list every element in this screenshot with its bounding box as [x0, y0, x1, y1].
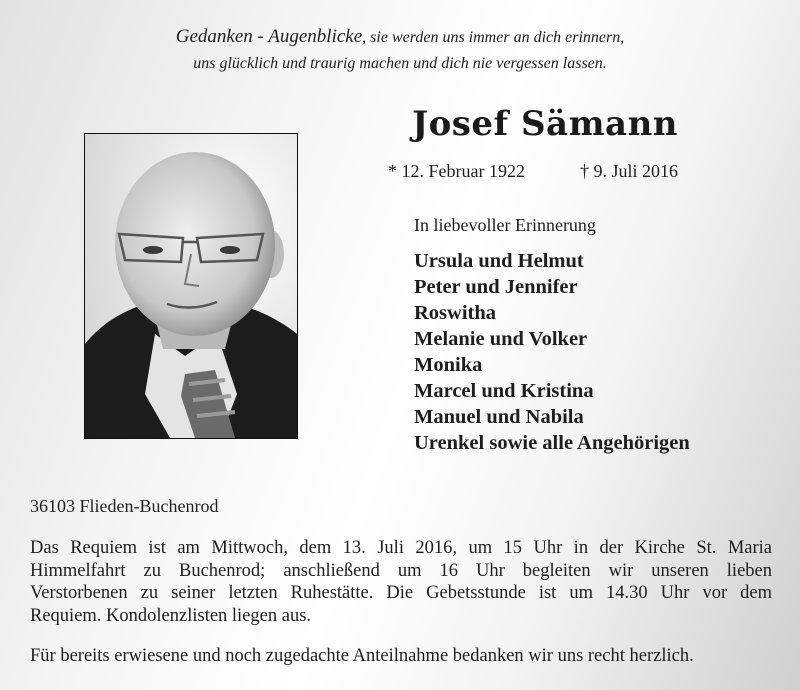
service-paragraph [30, 537, 772, 627]
portrait-image [85, 134, 297, 438]
motto-line-1 [0, 24, 800, 51]
mourner-item: Ursula und Helmut [414, 250, 584, 272]
portrait-photo [84, 133, 298, 439]
mourners-list [414, 248, 690, 456]
mourner-item: Urenkel sowie alle Angehörigen [414, 432, 690, 454]
death-date: † 9. Juli 2016 [580, 161, 679, 181]
service-line: Requiem. Kondolenzlisten liegen aus. [30, 605, 312, 626]
motto-line-2: uns glücklich und traurig machen und dich nie vergessen lassen. [193, 55, 607, 72]
service-line: Verstorbenen zu seiner letzten Ruhestätte. Die Gebetsstunde ist um 14.30 Uhr vor dem [30, 583, 772, 603]
mourner-item: Peter und Jennifer [414, 276, 578, 298]
motto-line-1-large: Gedanken - Augenblicke [175, 26, 363, 47]
service-line: Das Requiem ist am Mittwoch, dem 13. Juli 2016, um 15 Uhr in der Kirche St. Maria [30, 538, 772, 558]
thanks-line: Für bereits erwiesene und noch zugedachte Anteilnahme bedanken wir uns recht herzlich. [30, 646, 694, 666]
motto-line-1-small: , sie werden uns immer an dich erinnern, [362, 29, 625, 46]
service-line: Himmelfahrt zu Buchenrod; anschließend um 16 Uhr begleiten wir unseren lieben [30, 560, 772, 581]
deceased-name: Josef Sämann [412, 104, 679, 144]
mourner-item: Monika [414, 354, 483, 376]
location: 36103 Flieden-Buchenrod [30, 496, 219, 516]
mourner-item: Roswitha [414, 302, 497, 324]
mourner-item: Manuel und Nabila [414, 406, 584, 428]
life-dates [388, 161, 688, 182]
memory-line: In liebevoller Erinnerung [414, 215, 596, 235]
motto [0, 24, 800, 77]
mourner-item: Marcel und Kristina [414, 380, 594, 402]
mourner-item: Melanie und Volker [414, 328, 588, 350]
birth-date: * 12. Februar 1922 [388, 161, 525, 181]
